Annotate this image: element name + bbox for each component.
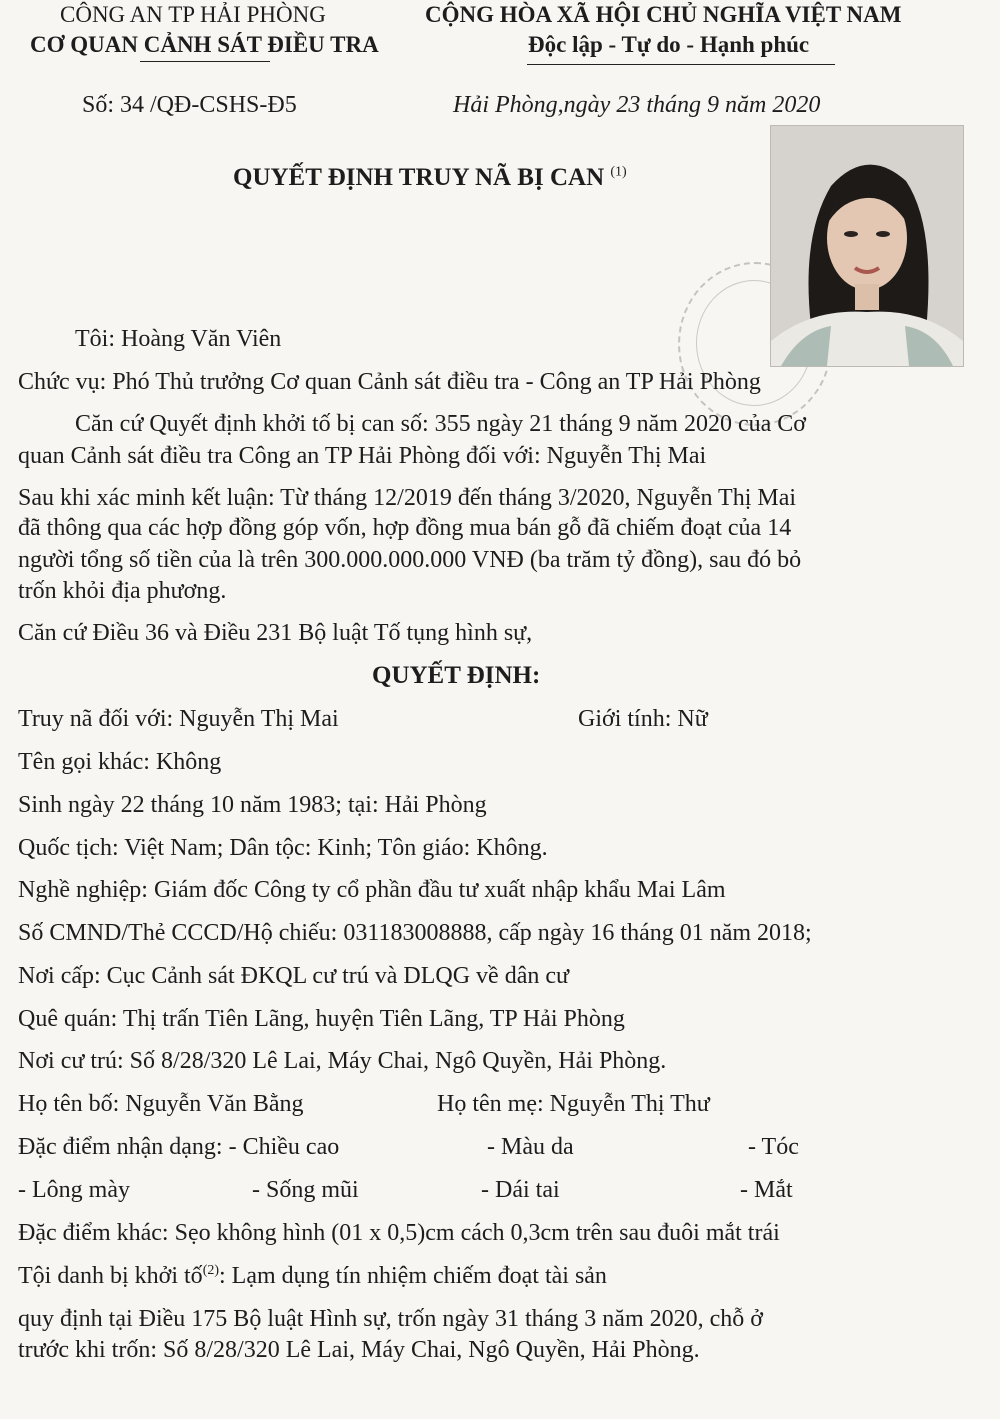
basis1-line1: Căn cứ Quyết định khởi tố bị can số: 355 ngày 21 tháng 9 năm 2020 của Cơ — [75, 411, 806, 437]
finding-line3: người tổng số tiền của là trên 300.000.000.000 VNĐ (ba trăm tỷ đồng), sau đó bỏ — [18, 547, 802, 573]
residence: Nơi cư trú: Số 8/28/320 Lê Lai, Máy Chai, Ngô Quyền, Hải Phòng. — [18, 1048, 667, 1074]
feature-hair: - Tóc — [748, 1134, 799, 1160]
occupation: Nghề nghiệp: Giám đốc Công ty cổ phần đầu tư xuất nhập khẩu Mai Lâm — [18, 877, 726, 903]
finding-line2: đã thông qua các hợp đồng góp vốn, hợp đồng mua bán gỗ đã chiếm đoạt của 14 — [18, 515, 792, 541]
other-features: Đặc điểm khác: Sẹo không hình (01 x 0,5)cm cách 0,3cm trên sau đuôi mắt trái — [18, 1220, 780, 1246]
charge-text: : Lạm dụng tín nhiệm chiếm đoạt tài sản — [219, 1263, 607, 1289]
law-line2: trước khi trốn: Số 8/28/320 Lê Lai, Máy Chai, Ngô Quyền, Hải Phòng. — [18, 1337, 700, 1363]
officer-position: Chức vụ: Phó Thủ trưởng Cơ quan Cảnh sát điều tra - Công an TP Hải Phòng — [18, 369, 761, 395]
finding-line4: trốn khỏi địa phương. — [18, 578, 227, 604]
agency-underline — [140, 61, 270, 62]
finding-line1: Sau khi xác minh kết luận: Từ tháng 12/2019 đến tháng 3/2020, Nguyễn Thị Mai — [18, 485, 797, 511]
motto-underline — [527, 64, 835, 65]
place-date: Hải Phòng,ngày 23 tháng 9 năm 2020 — [453, 92, 821, 118]
id-card: Số CMND/Thẻ CCCD/Hộ chiếu: 031183008888, cấp ngày 16 tháng 01 năm 2018; — [18, 920, 812, 946]
feature-eyebrows: - Lông mày — [18, 1177, 130, 1203]
decision-heading: QUYẾT ĐỊNH: — [372, 662, 541, 689]
wanted-name: Truy nã đối với: Nguyễn Thị Mai — [18, 706, 339, 732]
portrait-image — [771, 126, 963, 366]
birth-info: Sinh ngày 22 tháng 10 năm 1983; tại: Hải Phòng — [18, 792, 487, 818]
basis2: Căn cứ Điều 36 và Điều 231 Bộ luật Tố tụng hình sự, — [18, 620, 533, 646]
country-line2: Độc lập - Tự do - Hạnh phúc — [528, 32, 810, 57]
law-line1: quy định tại Điều 175 Bộ luật Hình sự, trốn ngày 31 tháng 3 năm 2020, chỗ ở — [18, 1306, 763, 1332]
feature-eyes: - Mắt — [740, 1177, 793, 1203]
features-label: Đặc điểm nhận dạng: - Chiều cao — [18, 1134, 340, 1160]
feature-earlobe: - Dái tai — [481, 1177, 560, 1203]
title-text: QUYẾT ĐỊNH TRUY NÃ BỊ CAN — [233, 164, 605, 191]
mother-name: Họ tên mẹ: Nguyễn Thị Thư — [437, 1091, 710, 1117]
father-name: Họ tên bố: Nguyễn Văn Bằng — [18, 1091, 304, 1117]
feature-nose: - Sống mũi — [252, 1177, 359, 1203]
hometown: Quê quán: Thị trấn Tiên Lãng, huyện Tiên Lãng, TP Hải Phòng — [18, 1006, 625, 1032]
agency-line2 — [30, 32, 379, 58]
charge-label: Tội danh bị khởi tố — [18, 1263, 203, 1289]
suspect-photo — [770, 125, 964, 367]
feature-skin: - Màu da — [487, 1134, 574, 1160]
basis1-line2: quan Cảnh sát điều tra Công an TP Hải Phòng đối với: Nguyễn Thị Mai — [18, 443, 707, 469]
document-title — [233, 164, 627, 192]
country-line1: CỘNG HÒA XÃ HỘI CHỦ NGHĨA VIỆT NAM — [425, 2, 902, 27]
agency-line1: CÔNG AN TP HẢI PHÒNG — [60, 2, 326, 27]
agency-line2-text: CƠ QUAN CẢNH SÁT ĐIỀU TRA — [30, 32, 379, 57]
doc-number: Số: 34 /QĐ-CSHS-Đ5 — [82, 92, 297, 118]
charge-footnote: (2) — [202, 1263, 220, 1278]
gender: Giới tính: Nữ — [578, 706, 708, 732]
nationality: Quốc tịch: Việt Nam; Dân tộc: Kinh; Tôn giáo: Không. — [18, 835, 548, 861]
issued-by: Nơi cấp: Cục Cảnh sát ĐKQL cư trú và DLQG về dân cư — [18, 963, 570, 989]
officer-name: Tôi: Hoàng Văn Viên — [75, 326, 282, 352]
alias: Tên gọi khác: Không — [18, 749, 222, 775]
charge — [18, 1263, 607, 1290]
title-footnote: (1) — [610, 164, 627, 180]
